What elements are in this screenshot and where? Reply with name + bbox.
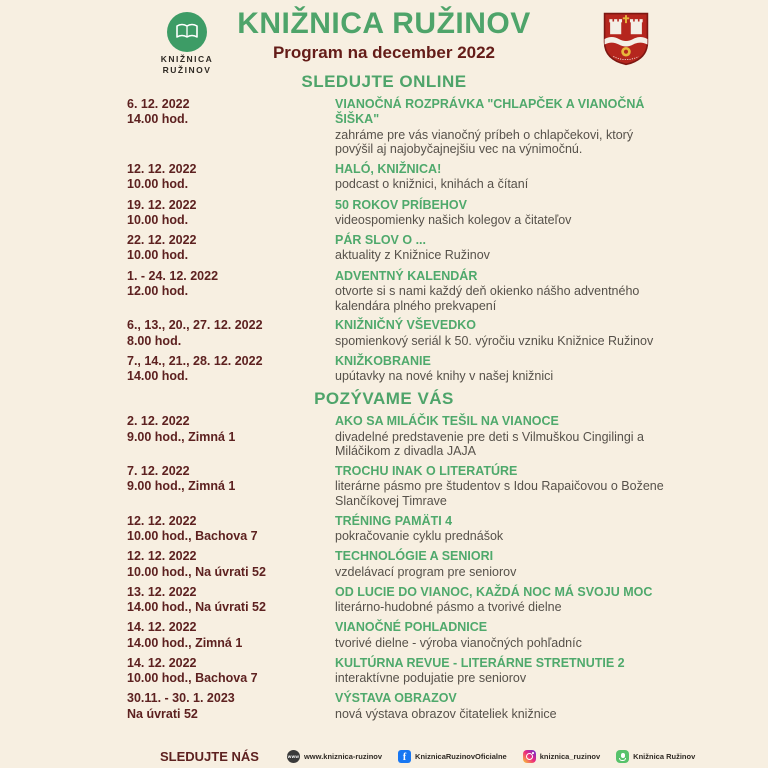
event-title: TRÉNING PAMÄTI 4: [335, 513, 453, 528]
section-pozyvame-vas: [0, 389, 768, 722]
event-row: [127, 198, 768, 229]
event-time: 10.00 hod., Bachova 7: [127, 671, 258, 685]
website-link[interactable]: [287, 750, 382, 763]
event-description: literárne pásmo pre študentov s Idou Rapaičovou o Božene Slančíkovej Timrave: [335, 479, 664, 508]
event-title: TROCHU INAK O LITERATÚRE: [335, 464, 518, 478]
header: [0, 0, 768, 75]
event-date: 14. 12. 2022: [127, 655, 197, 670]
event-date: 30.11. - 30. 1. 2023: [127, 691, 235, 706]
event-date: 12. 12. 2022: [127, 549, 197, 564]
event-title: KNIŽKOBRANIE: [335, 353, 431, 368]
event-row: [127, 585, 768, 616]
event-date: 14. 12. 2022: [127, 620, 197, 635]
event-time: 10.00 hod.: [127, 212, 189, 227]
event-description: nová výstava obrazov čitateliek knižnice: [335, 706, 557, 721]
instagram-text: kniznica_ruzinov: [539, 752, 601, 761]
event-date: 7. 12. 2022: [127, 464, 190, 478]
event-title: KULTÚRNA REVUE - LITERÁRNE STRETNUTIE 2: [335, 655, 625, 670]
facebook-text: KniznicaRuzinovOficialne: [415, 752, 507, 761]
event-description: zahráme pre vás vianočný príbeh o chlapčekovi, ktorý povýšil aj najobyčajnejšiu vec na výnimočnú.: [335, 127, 634, 157]
podcast-link[interactable]: [616, 750, 695, 763]
website-text: www.kniznica-ruzinov: [303, 752, 383, 761]
event-description: interaktívne podujatie pre seniorov: [335, 671, 527, 685]
event-date: 7., 14., 21., 28. 12. 2022: [127, 353, 263, 368]
event-time: 9.00 hod., Zimná 1: [127, 479, 236, 494]
event-date: 1. - 24. 12. 2022: [127, 268, 219, 283]
event-date: 6. 12. 2022: [127, 97, 190, 111]
open-book-icon: [167, 12, 207, 52]
event-date: 2. 12. 2022: [127, 414, 190, 429]
event-time: 10.00 hod.: [127, 248, 189, 263]
event-time: 10.00 hod., Bachova 7: [127, 529, 258, 543]
event-title: OD LUCIE DO VIANOC, KAŽDÁ NOC MÁ SVOJU MOC: [335, 584, 653, 599]
event-row: [127, 549, 768, 580]
event-description: podcast o knižnici, knihách a čítaní: [335, 177, 529, 192]
event-title: HALÓ, KNIŽNICA!: [335, 162, 442, 176]
event-title: VIANOČNÁ ROZPRÁVKA "CHLAPČEK A VIANOČNÁ ŠIŠKA": [335, 97, 645, 127]
facebook-icon: f: [398, 750, 411, 763]
event-title: PÁR SLOV O ...: [335, 233, 426, 247]
event-title: KNIŽNIČNÝ VŠEVEDKO: [335, 318, 476, 333]
event-title: VÝSTAVA OBRAZOV: [335, 691, 457, 706]
event-title: 50 ROKOV PRÍBEHOV: [335, 197, 467, 212]
event-description: otvorte si s nami každý deň okienko nášho adventného kalendára plného prekvapení: [335, 283, 640, 313]
event-row: [127, 514, 768, 545]
event-time: 12.00 hod.: [127, 283, 189, 298]
logo-line1: KNIŽNICA: [160, 54, 214, 64]
logo-text: [142, 54, 232, 75]
event-row: [127, 97, 768, 157]
event-title: ADVENTNÝ KALENDÁR: [335, 268, 478, 283]
follow-us-label: SLEDUJTE NÁS: [160, 749, 259, 764]
instagram-icon: [523, 750, 536, 763]
event-title: VIANOČNÉ POHLADNICE: [335, 620, 488, 635]
event-row: [127, 233, 768, 264]
event-description: divadelné predstavenie pre deti s Vilmuškou Cingilingi a Miláčikom z divadla JAJA: [335, 429, 644, 459]
event-place: Na úvrati 52: [127, 706, 198, 721]
event-title: TECHNOLÓGIE A SENIORI: [335, 549, 494, 564]
globe-icon: www: [287, 750, 300, 763]
page-subtitle: Program na december 2022: [272, 42, 496, 62]
event-row: [127, 269, 768, 314]
event-description: tvorivé dielne - výroba vianočných pohľadníc: [335, 635, 582, 650]
page-title: KNIŽNICA RUŽINOV: [237, 7, 531, 40]
event-time: 14.00 hod.: [127, 369, 189, 383]
event-row: [127, 464, 768, 509]
event-row: [127, 354, 768, 385]
event-description: videospomienky našich kolegov a čitateľov: [335, 212, 572, 227]
event-row: [127, 656, 768, 687]
event-description: pokračovanie cyklu prednášok: [335, 529, 504, 543]
event-date: 6., 13., 20., 27. 12. 2022: [127, 318, 263, 333]
event-date: 19. 12. 2022: [127, 197, 197, 212]
podcast-icon: [616, 750, 629, 763]
event-time: 9.00 hod., Zimná 1: [127, 429, 236, 444]
event-row: [127, 162, 768, 193]
event-description: literárno-hudobné pásmo a tvorivé dielne: [335, 600, 562, 614]
facebook-link[interactable]: [398, 750, 507, 763]
event-date: 12. 12. 2022: [127, 162, 197, 176]
event-time: 10.00 hod.: [127, 177, 189, 192]
event-row: [127, 318, 768, 349]
event-row: [127, 414, 768, 459]
event-description: vzdelávací program pre seniorov: [335, 564, 517, 579]
event-time: 14.00 hod.: [127, 112, 189, 127]
section-heading: SLEDUJTE ONLINE: [301, 72, 467, 91]
section-sledujte-online: [0, 72, 768, 384]
event-time: 10.00 hod., Na úvrati 52: [127, 564, 266, 579]
event-description: spomienkový seriál k 50. výročiu vzniku Knižnice Ružinov: [335, 333, 654, 348]
podcast-text: Knižnica Ružinov: [633, 752, 696, 761]
event-time: 8.00 hod.: [127, 333, 182, 348]
event-date: 13. 12. 2022: [127, 584, 197, 599]
event-description: aktuality z Knižnice Ružinov: [335, 248, 490, 263]
footer: [0, 749, 768, 764]
event-time: 14.00 hod., Zimná 1: [127, 635, 243, 650]
instagram-link[interactable]: [523, 750, 600, 763]
event-date: 22. 12. 2022: [127, 233, 197, 247]
ruzinov-coat-of-arms-icon: [602, 12, 650, 71]
event-row: [127, 620, 768, 651]
event-date: 12. 12. 2022: [127, 513, 197, 528]
library-logo: [142, 12, 232, 75]
title-block: [237, 8, 531, 63]
event-row: [127, 691, 768, 722]
event-title: AKO SA MILÁČIK TEŠIL NA VIANOCE: [335, 414, 559, 429]
section-heading: POZÝVAME VÁS: [314, 389, 454, 409]
event-description: upútavky na nové knihy v našej knižnici: [335, 369, 554, 383]
event-time: 14.00 hod., Na úvrati 52: [127, 600, 266, 614]
logo-line2: RUŽINOV: [162, 64, 212, 75]
